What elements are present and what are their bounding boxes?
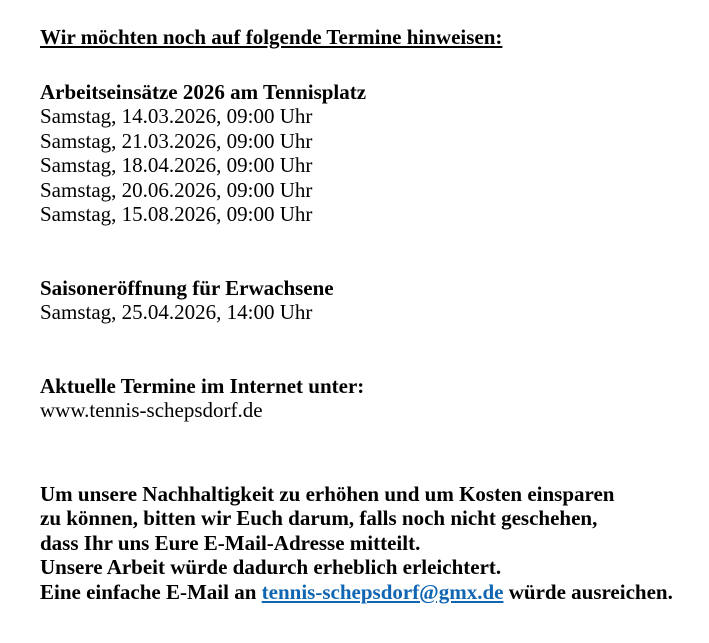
date-line: Samstag, 18.04.2026, 09:00 Uhr — [40, 153, 313, 177]
note-line: zu können, bitten wir Euch darum, falls noch nicht geschehen, — [40, 506, 598, 530]
note-line: dass Ihr uns Eure E-Mail-Adresse mitteilt. — [40, 530, 421, 555]
note-line: Um unsere Nachhaltigkeit zu erhöhen und um Kosten einsparen — [40, 481, 615, 506]
notice-heading: Wir möchten noch auf folgende Termine hinweisen: — [40, 25, 503, 49]
date-line: Samstag, 20.06.2026, 09:00 Uhr — [40, 177, 313, 202]
section-season-opening — [40, 276, 694, 325]
internet-section-title: Aktuelle Termine im Internet unter: — [40, 373, 365, 398]
date-line: Samstag, 15.08.2026, 09:00 Uhr — [40, 202, 313, 226]
section-work-dates — [40, 80, 694, 227]
note-line-prefix: Eine einfache E-Mail an — [40, 579, 262, 604]
work-section-title: Arbeitseinsätze 2026 am Tennisplatz — [40, 79, 367, 104]
section-internet — [40, 374, 694, 423]
note-line: Unsere Arbeit würde dadurch erheblich erleichtert. — [40, 555, 502, 579]
website-url: www.tennis-schepsdorf.de — [40, 398, 263, 422]
date-line: Samstag, 14.03.2026, 09:00 Uhr — [40, 104, 313, 128]
note-line-with-link — [40, 580, 694, 605]
date-line: Samstag, 21.03.2026, 09:00 Uhr — [40, 128, 313, 153]
email-note — [40, 482, 694, 605]
email-link[interactable]: tennis-schepsdorf@gmx.de — [261, 579, 504, 604]
note-line-suffix: würde ausreichen. — [503, 579, 673, 604]
season-section-title: Saisoneröffnung für Erwachsene — [40, 275, 334, 300]
date-line: Samstag, 25.04.2026, 14:00 Uhr — [40, 300, 313, 324]
